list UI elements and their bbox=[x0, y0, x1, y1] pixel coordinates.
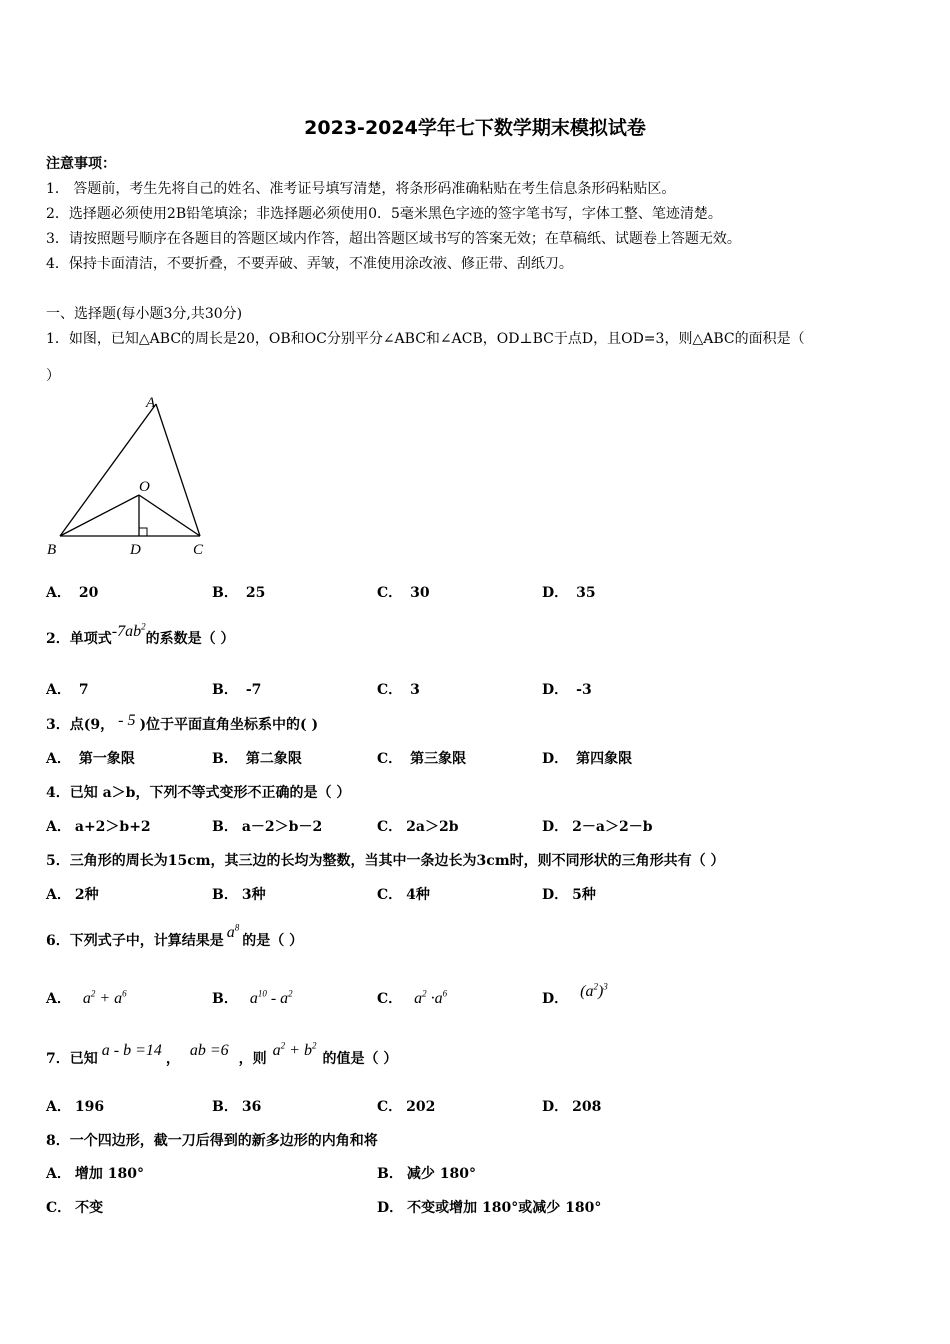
q7-option-c[interactable]: C． 202 bbox=[377, 1099, 436, 1115]
q1-option-a[interactable]: A． 20 bbox=[46, 585, 99, 601]
q7-option-a[interactable]: A． 196 bbox=[46, 1099, 105, 1115]
q5-option-d[interactable]: D． 5种 bbox=[542, 887, 596, 903]
q3-option-c[interactable]: C． 第三象限 bbox=[377, 751, 467, 767]
page-title: 2023-2024学年七下数学期末模拟试卷 bbox=[304, 117, 646, 139]
q5-option-c[interactable]: C． 4种 bbox=[377, 887, 430, 903]
q2-option-c[interactable]: C． 3 bbox=[377, 682, 420, 698]
q8-option-a[interactable]: A． 增加 180° bbox=[46, 1166, 144, 1182]
question-7-text: 7．已知 a - b =14 ， ab =6 ，则 $a^2 + b^2$的值是（ ） bbox=[46, 1040, 398, 1067]
vertex-b-label: B bbox=[47, 542, 57, 558]
question-3-text: 3．点(9， - 5 )位于平面直角坐标系中的( ) bbox=[46, 712, 319, 733]
notice-heading: 注意事项： bbox=[46, 156, 116, 172]
q4-option-a[interactable]: A． a+2＞b+2 bbox=[46, 819, 151, 835]
q5-option-a[interactable]: A． 2种 bbox=[46, 887, 99, 903]
q1-option-c[interactable]: C． 30 bbox=[377, 585, 430, 601]
q2-option-a[interactable]: A． 7 bbox=[46, 682, 89, 698]
question-1-text: 1．如图，已知△ABC的周长是20，OB和OC分别平分∠ABC和∠ACB，OD⊥BC于点D，且OD=3，则△ABC的面积是（ bbox=[46, 331, 805, 347]
notice-item-2: 2．选择题必须使用2B铅笔填涂；非选择题必须使用0．5毫米黑色字迹的签字笔书写，字体工整、笔迹清楚。 bbox=[46, 206, 722, 222]
question-8-text: 8．一个四边形，截一刀后得到的新多边形的内角和将 bbox=[46, 1133, 378, 1149]
notice-item-4: 4．保持卡面清洁，不要折叠，不要弄破、弄皱，不准使用涂改液、修正带、刮纸刀。 bbox=[46, 256, 573, 272]
notice-item-3: 3．请按照题号顺序在各题目的答题区域内作答，超出答题区域书写的答案无效；在草稿纸、试题卷上答题无效。 bbox=[46, 231, 741, 247]
q4-option-c[interactable]: C． 2a＞2b bbox=[377, 819, 459, 835]
question-4-text: 4．已知 a＞b，下列不等式变形不正确的是（ ） bbox=[46, 785, 351, 801]
q8-option-c[interactable]: C． 不变 bbox=[46, 1200, 104, 1216]
triangle-figure bbox=[44, 390, 214, 562]
notice-item-1: 1． 答题前，考生先将自己的姓名、准考证号填写清楚，将条形码准确粘贴在考生信息条形码粘贴区。 bbox=[46, 181, 676, 197]
section-heading: 一、选择题(每小题3分,共30分) bbox=[46, 306, 243, 322]
q6-option-a[interactable]: A． $a^2 + a^6$ bbox=[46, 988, 127, 1007]
q8-option-d[interactable]: D． 不变或增加 180°或减少 180° bbox=[377, 1200, 602, 1216]
vertex-c-label: C bbox=[193, 542, 204, 558]
q5-option-b[interactable]: B． 3种 bbox=[212, 887, 266, 903]
q6-option-b[interactable]: B． $a^{10} - a^2$ bbox=[212, 988, 293, 1007]
question-1-text-end: ） bbox=[46, 368, 60, 384]
question-5-text: 5．三角形的周长为15cm，其三边的长均为整数，当其中一条边长为3cm时，则不同形状的三角形共有（ ） bbox=[46, 853, 725, 869]
vertex-a-label: A bbox=[146, 395, 156, 411]
q6-option-d[interactable]: D． $(a^2)^3$ bbox=[542, 981, 608, 1007]
q4-option-b[interactable]: B． a－2＞b－2 bbox=[212, 819, 323, 835]
q3-option-a[interactable]: A． 第一象限 bbox=[46, 751, 135, 767]
q3-option-d[interactable]: D． 第四象限 bbox=[542, 751, 633, 767]
q6-option-c[interactable]: C． $a^2 \cdot a^6$ bbox=[377, 988, 448, 1007]
q4-option-d[interactable]: D． 2－a＞2－b bbox=[542, 819, 653, 835]
q2-option-b[interactable]: B． -7 bbox=[212, 682, 262, 698]
question-2-text: 2．单项式$-7ab^2$的系数是（ ） bbox=[46, 621, 235, 647]
q7-option-b[interactable]: B． 36 bbox=[212, 1099, 262, 1115]
q1-option-d[interactable]: D． 35 bbox=[542, 585, 596, 601]
vertex-o-label: O bbox=[139, 479, 150, 495]
q2-option-d[interactable]: D． -3 bbox=[542, 682, 592, 698]
q7-option-d[interactable]: D． 208 bbox=[542, 1099, 602, 1115]
question-6-text: 6．下列式子中，计算结果是 $a^8$的是（ ） bbox=[46, 922, 304, 949]
q3-option-b[interactable]: B． 第二象限 bbox=[212, 751, 302, 767]
q1-option-b[interactable]: B． 25 bbox=[212, 585, 266, 601]
q8-option-b[interactable]: B． 减少 180° bbox=[377, 1166, 476, 1182]
vertex-d-label: D bbox=[130, 542, 141, 558]
